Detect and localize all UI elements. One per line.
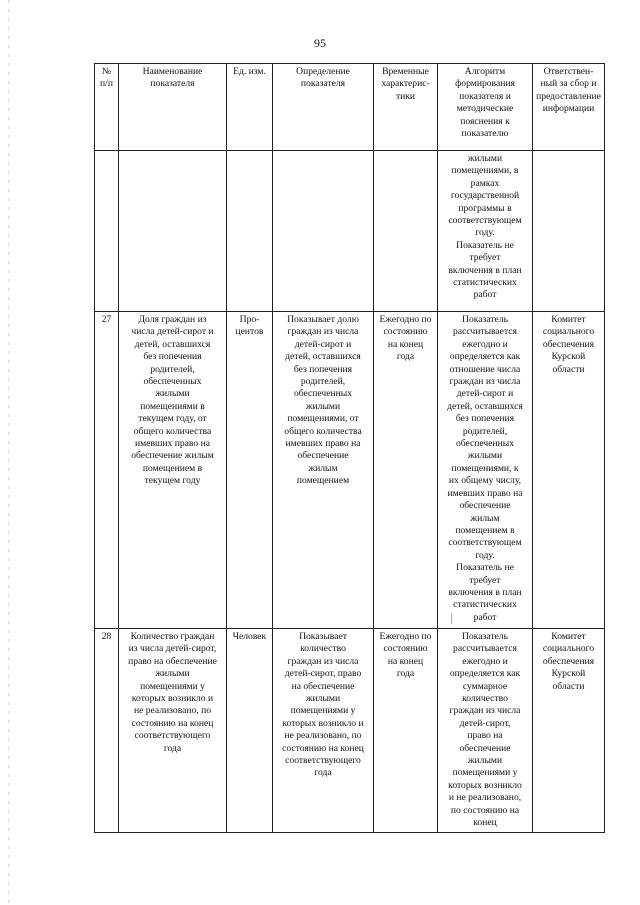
page-number: 95 — [314, 36, 326, 50]
indicators-table — [94, 63, 605, 833]
cell-definition: Показывает количество граждан из числа детей-сирот, право на обеспечение жилыми помещениями у которых возникло и не реализовано, по состоянию на конец соответствующего года — [273, 629, 374, 833]
table-header-row — [95, 64, 605, 151]
table-row — [95, 629, 605, 833]
header-number: № п/п — [95, 64, 119, 151]
cell-algorithm: Показатель рассчитывается ежегодно и определяется как отношение числа граждан из числа детей-сирот и детей, оставшихся без попечения родителей, обеспеченных жилыми помещениями, к их общему числу, имевших право на обеспечение жилым помещением в соответствующем году. Показатель не требует включения в план статистических работ — [438, 312, 533, 629]
header-responsible: Ответствен- ный за сбор и предоставление информации — [533, 64, 605, 151]
cell-number: 27 — [95, 312, 119, 629]
cell-time — [374, 151, 438, 312]
cell-name: Доля граждан из числа детей-сирот и детей, оставшихся без попечения родителей, обеспеченных жилыми помещениями в текущем году, от общего количества имевших право на обеспечение жилым помещением в текущем году — [119, 312, 227, 629]
cell-name: Количество граждан из числа детей-сирот, право на обеспечение жилыми помещениями у которых возникло и не реализовано, по состоянию на конец соответствующего года — [119, 629, 227, 833]
header-time: Временные характерис- тики — [374, 64, 438, 151]
header-name: Наименование показателя — [119, 64, 227, 151]
cell-unit — [227, 151, 273, 312]
header-unit: Ед. изм. — [227, 64, 273, 151]
header-algorithm: Алгоритм формирования показателя и методические пояснения к показателю — [438, 64, 533, 151]
cell-responsible: Комитет социального обеспечения Курской области — [533, 629, 605, 833]
cell-time: Ежегодно по состоянию на конец года — [374, 312, 438, 629]
table-row — [95, 151, 605, 312]
scan-mark — [451, 614, 452, 624]
cell-number — [95, 151, 119, 312]
cell-algorithm: Показатель рассчитывается ежегодно и определяется как суммарное количество граждан из числа детей-сирот, право на обеспечение жилыми помещениями у которых возникло и не реализовано, по состоянию на конец — [438, 629, 533, 833]
cell-unit: Человек — [227, 629, 273, 833]
scan-edge-artifact — [8, 0, 9, 905]
cell-time: Ежегодно по состоянию на конец года — [374, 629, 438, 833]
table-row — [95, 312, 605, 629]
cell-number: 28 — [95, 629, 119, 833]
cell-unit: Про- центов — [227, 312, 273, 629]
cell-definition — [273, 151, 374, 312]
cell-responsible — [533, 151, 605, 312]
cell-algorithm: жилыми помещениями, в рамках государственной программы в соответствующем году. Показатель не требует включения в план статистических работ — [438, 151, 533, 312]
cell-responsible: Комитет социального обеспечения Курской области — [533, 312, 605, 629]
cell-name — [119, 151, 227, 312]
cell-definition: Показывает долю граждан из числа детей-сирот и детей, оставшихся без попечения родителей, обеспеченных жилыми помещениями, от общего количества имевших право на обеспечение жилым помещением — [273, 312, 374, 629]
header-definition: Определение показателя — [273, 64, 374, 151]
